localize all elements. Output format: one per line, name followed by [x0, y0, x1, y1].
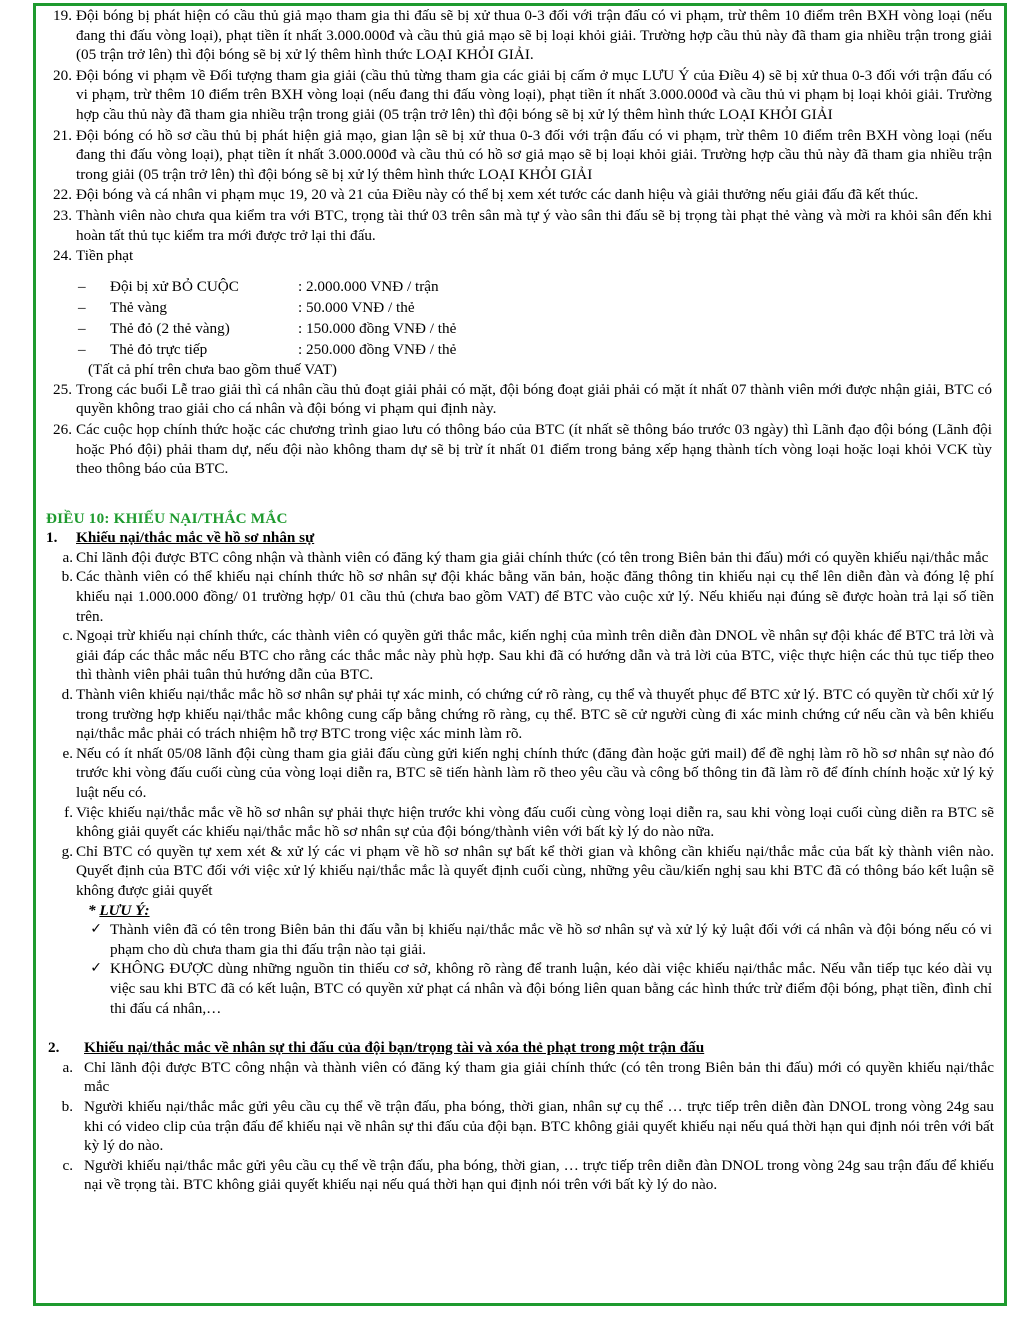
fines-table [36, 276, 1004, 380]
rule-text: Đội bóng có hồ sơ cầu thủ bị phát hiện giả mạo, gian lận sẽ bị xử thua 0-3 đối với trận đấu có vi phạm, trừ thêm 10 điểm trên BXH vòng loại (nếu đang thi đấu vòng loại), phạt tiền ít nhất 3.000.000đ và cầu thủ có hồ sơ giả mạo sẽ bị loại khỏi giải. Trường hợp cầu thủ này đã tham gia nhiều trận trong giải (05 trận trở lên) thì đội bóng sẽ bị xử lý thêm hình thức LOẠI KHỎI GIẢI [76, 126, 992, 183]
rule-item [36, 246, 1004, 266]
fine-amount: : 2.000.000 VNĐ / trận [298, 277, 439, 295]
rule-number: 20. [53, 66, 72, 84]
note-title-text: LƯU Ý: [99, 901, 150, 919]
item-label: b. [61, 1097, 73, 1115]
item-label: f. [64, 803, 73, 821]
checkmark-icon: ✓ [90, 921, 102, 938]
fine-row [36, 297, 1004, 318]
rule-item [36, 185, 1004, 205]
item-label: c. [62, 1156, 73, 1174]
item-text: Thành viên khiếu nại/thắc mắc hồ sơ nhân sự phải tự xác minh, có chứng cứ rõ ràng, cụ thể và thuyết phục để BTC xử lý. BTC có quyền từ chối xử lý trong trường hợp khiếu nại/thắc mắc không cung cấp bằng chứng rõ ràng, cụ thể. BTC sẽ cử người cùng đi xác minh chứng cứ nếu cần và bên khiếu nại/thắc mắc phải có trách nhiệm hỗ trợ BTC trong việc xác minh làm rõ. [76, 686, 994, 743]
rule-text: Các cuộc họp chính thức hoặc các chương trình giao lưu có thông báo của BTC (ít nhất sẽ thông báo trước 03 ngày) thì Lãnh đạo đội bóng (Lãnh đội hoặc Phó đội) phải tham dự, nếu đội nào không tham dự sẽ bị trừ ít nhất 01 điểm trong bảng xếp hạng thành tích vòng loại hoặc loại khỏi VCK tùy theo thông báo của BTC. [76, 420, 992, 478]
list-item [36, 803, 1004, 842]
fine-vat-note: (Tất cả phí trên chưa bao gồm thuế VAT) [88, 360, 337, 378]
note-prefix: * [88, 901, 100, 919]
dash-bullet: – [78, 340, 86, 358]
rules-list [36, 6, 1004, 266]
rule-item [36, 206, 1004, 245]
fine-amount: : 150.000 đồng VNĐ / thẻ [298, 319, 457, 337]
fine-row [36, 339, 1004, 360]
rule-text: Tiền phạt [76, 247, 134, 265]
note-item [36, 959, 1004, 1018]
rule-item [36, 380, 1004, 419]
rule-text: Đội bóng bị phát hiện có cầu thủ giả mạo tham gia thi đấu sẽ bị xử thua 0-3 đối với trận đấu có vi phạm, trừ thêm 10 điểm trên BXH vòng loại (nếu đang thi đấu vòng loại), phạt tiền ít nhất 3.000.000đ và cầu thủ giả mạo sẽ bị loại khỏi giải. Trường hợp cầu thủ này đã tham gia nhiều trận trong giải (05 trận trở lên) thì đội bóng sẽ bị xử lý thêm hình thức LOẠI KHỎI GIẢI. [76, 7, 992, 64]
item-text: Các thành viên có thể khiếu nại chính thức hồ sơ nhân sự đội khác bằng văn bản, hoặc đăng thông tin khiếu nại cụ thể lên diễn đàn và đóng lệ phí khiếu nại 1.000.000 đồng/ 01 trường hợp/ 01 cầu thủ (chưa bao gồm VAT) để BTC vào cuộc xử lý. Nếu khiếu nại đúng sẽ được hoàn trả lại số tiền trên. [76, 568, 994, 625]
note-text: KHÔNG ĐƯỢC dùng những nguồn tin thiếu cơ sở, không rõ ràng để tranh luận, kéo dài việc khiếu nại/thắc mắc. Nếu vẫn tiếp tục kéo dài vụ việc sau khi BTC đã có kết luận, BTC có quyền xử phạt cá nhân và đội bóng liên quan bằng các hình thức trừ điểm đội bóng, phạt tiền, đình chỉ thi đấu cá nhân,… [110, 960, 992, 1017]
section-title: Khiếu nại/thắc mắc về nhân sự thi đấu của đội bạn/trọng tài và xóa thẻ phạt trong một trận đấu [84, 1039, 705, 1057]
dash-bullet: – [78, 298, 86, 316]
list-item [36, 626, 1004, 685]
fine-label: Đội bị xử BỎ CUỘC [110, 277, 239, 295]
rule-text: Đội bóng vi phạm về Đối tượng tham gia giải (cầu thủ từng tham gia các giải bị cấm ở mục LƯU Ý của Điều 4) sẽ bị xử thua 0-3 đối với trận đấu có vi phạm, trừ thêm 10 điểm trên BXH vòng loại (nếu đang thi đấu vòng loại), phạt tiền ít nhất 3.000.000đ và cầu thủ vi phạm bị loại khỏi giải. Trường hợp cầu thủ này đã tham gia nhiều trận trong giải (05 trận trở lên) thì đội bóng sẽ bị xử lý thêm hình thức LOẠI KHỎI GIẢI [76, 66, 992, 123]
notes-list [36, 920, 1004, 1018]
list-item [36, 1058, 1004, 1097]
rule-number: 19. [53, 7, 72, 24]
dash-bullet: – [78, 277, 86, 295]
fine-label: Thẻ vàng [110, 298, 167, 316]
fine-amount: : 250.000 đồng VNĐ / thẻ [298, 340, 457, 358]
item-text: Việc khiếu nại/thắc mắc về hồ sơ nhân sự phải thực hiện trước khi vòng đấu cuối cùng vòng loại diễn ra, sau khi vòng loại cuối cùng diễn ra BTC sẽ không giải quyết các khiếu nại/thắc mắc hồ sơ nhân sự của đội bóng/thành viên với bất kỳ lý do nào nữa. [76, 803, 994, 841]
list-item [36, 1097, 1004, 1156]
section1-items [36, 548, 1004, 901]
note-text: Thành viên đã có tên trong Biên bản thi đấu vẫn bị khiếu nại/thắc mắc về hồ sơ nhân sự và xử lý kỷ luật đối với cá nhân và đội bóng nếu có vi phạm cho dù chưa tham gia thi đấu trận nào tại giải. [110, 921, 992, 958]
rule-number: 21. [53, 126, 72, 144]
section-heading [36, 528, 1004, 548]
rule-number: 26. [53, 420, 72, 438]
rule-item [36, 126, 1004, 185]
item-text: Ngoại trừ khiếu nại chính thức, các thành viên có quyền gửi thắc mắc, kiến nghị của mình trên diễn đàn DNOL về nhân sự đội khác để BTC trả lời và giải đáp các thắc mắc nếu BTC cho rằng các thắc mắc này phù hợp. Sau khi đã có hướng dẫn và trả lời của BTC, việc thực hiện các thủ tục tiếp theo thì thành viên phải tuân thủ hướng dẫn của BTC. [76, 627, 994, 684]
section2 [36, 1038, 1004, 1195]
rule-text: Thành viên nào chưa qua kiểm tra với BTC, trọng tài thứ 03 trên sân mà tự ý vào sân thi đấu sẽ bị trọng tài phạt thẻ vàng và mời ra khỏi sân đến khi hoàn tất thủ tục kiểm tra mới được trở lại thi đấu. [76, 206, 992, 244]
dash-bullet: – [78, 319, 86, 337]
rules-list-continued [36, 380, 1004, 479]
item-text: Nếu có ít nhất 05/08 lãnh đội cùng tham gia giải đấu cùng gửi kiến nghị chính thức (đăng đàn hoặc gửi mail) để đề nghị làm rõ hồ sơ nhân sự nào đó trước khi vòng đấu cuối cùng của vòng loại diễn ra, BTC sẽ tiến hành làm rõ theo yêu cầu và công bố thông tin đã làm rõ để đính chính hoặc xử lý kỷ luật nếu có. [76, 744, 994, 801]
list-item [36, 1156, 1004, 1195]
item-text: Người khiếu nại/thắc mắc gửi yêu cầu cụ thể về trận đấu, pha bóng, thời gian, … trực tiếp trên diễn đàn DNOL trong vòng 24g sau trận đấu để khiếu nại về trọng tài. BTC không giải quyết khiếu nại nếu quá thời hạn qui định nói trên với bất kỳ lý do nào. [84, 1156, 994, 1194]
item-text: Chỉ BTC có quyền tự xem xét & xử lý các vi phạm về hồ sơ nhân sự bất kể thời gian và không cần khiếu nại/thắc mắc của bất kỳ thành viên nào. Quyết định của BTC đối với việc xử lý khiếu nại/thắc mắc là quyết định cuối cùng, những yêu cầu/kiến nghị sau khi BTC đã có thông báo kết luận sẽ không được giải quyết [76, 842, 994, 899]
section-number: 2. [48, 1039, 60, 1057]
rule-item [36, 420, 1004, 479]
document-content [36, 6, 1004, 1303]
rule-text: Trong các buổi Lễ trao giải thì cá nhân cầu thủ đoạt giải phải có mặt, đội bóng đoạt giải phải có mặt ít nhất 07 thành viên mới được nhận giải, BTC có quyền không trao giải cho cá nhân và đội bóng vi phạm qui định này. [76, 380, 992, 418]
item-label: a. [62, 1058, 73, 1076]
fine-row [36, 318, 1004, 339]
item-label: c. [62, 627, 73, 645]
section-heading [36, 1038, 1004, 1058]
rule-number: 23. [53, 206, 72, 224]
document-page [33, 3, 1007, 1306]
rule-number: 24. [53, 247, 72, 265]
section-number: 1. [46, 529, 58, 547]
article-heading: ĐIỀU 10: KHIẾU NẠI/THẮC MẮC [46, 509, 288, 527]
item-label: e. [62, 744, 73, 762]
rule-number: 22. [53, 186, 72, 204]
rule-item [36, 6, 1004, 65]
list-item [36, 548, 1004, 568]
item-text: Chỉ lãnh đội được BTC công nhận và thành viên có đăng ký tham gia giải chính thức (có tên trong Biên bản thi đấu) mới có quyền khiếu nại/thắc mắc [84, 1058, 994, 1096]
fine-label: Thẻ đỏ (2 thẻ vàng) [110, 319, 230, 337]
rule-text: Đội bóng và cá nhân vi phạm mục 19, 20 và 21 của Điều này có thể bị xem xét tước các danh hiệu và giải thưởng nếu giải đấu đã kết thúc. [76, 186, 919, 204]
rule-item [36, 66, 1004, 125]
checkmark-icon: ✓ [90, 960, 102, 977]
list-item [36, 744, 1004, 803]
note-item [36, 920, 1004, 959]
item-label: b. [61, 568, 73, 586]
rule-number: 25. [53, 380, 72, 398]
item-text: Chỉ lãnh đội được BTC công nhận và thành viên có đăng ký tham gia giải chính thức (có tên trong Biên bản thi đấu) mới có quyền khiếu nại/thắc mắc [76, 548, 989, 566]
list-item [36, 567, 1004, 626]
item-text: Người khiếu nại/thắc mắc gửi yêu cầu cụ thể về trận đấu, pha bóng, thời gian, nhân sự cụ thể … trực tiếp trên diễn đàn DNOL trong vòng 24g sau khi có video clip của trận đấu để khiếu nại về nhân sự thi đấu của đội bạn. BTC không giải quyết khiếu nại nếu quá thời hạn qui định nói trên với bất kỳ lý do nào. [84, 1097, 994, 1155]
item-label: g. [61, 842, 73, 860]
fine-row [36, 276, 1004, 297]
list-item [36, 842, 1004, 901]
fine-amount: : 50.000 VNĐ / thẻ [298, 298, 415, 316]
fine-label: Thẻ đỏ trực tiếp [110, 340, 208, 358]
list-item [36, 685, 1004, 744]
item-label: d. [61, 686, 73, 704]
section-title: Khiếu nại/thắc mắc về hồ sơ nhân sự [76, 529, 315, 547]
note-title [36, 901, 1004, 921]
item-label: a. [62, 548, 73, 566]
